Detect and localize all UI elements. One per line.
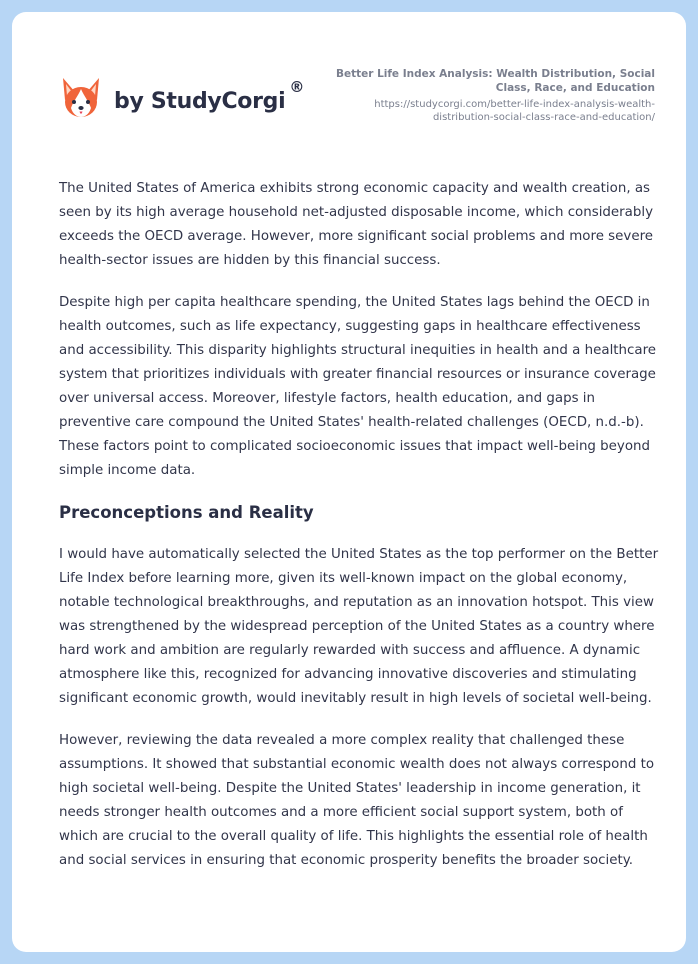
paragraph: I would have automatically selected the United States as the top performer on the Better Life Index before learning more, given its well-known impact on the global economy, notable technological breakthroughs, and reputation as an innovation hotspot. This view was strengthened by the widespread perception of the United States as a country where hard work and ambition are regularly rewarded with success and affluence. A dynamic atmosphere like this, recognized for advancing innovative discoveries and stimulating significant economic growth, would inevitably result in high levels of societal well-being. — [59, 547, 659, 706]
registered-mark: ® — [289, 78, 305, 96]
document-page — [12, 12, 686, 952]
corgi-logo-icon — [60, 76, 102, 122]
document-url[interactable]: https://studycorgi.com/better-life-index-analysis-wealth-distribution-social-class-race-and-education/ — [374, 99, 655, 123]
paragraph: Despite high per capita healthcare spending, the United States lags behind the OECD in health outcomes, such as life expectancy, suggesting gaps in healthcare effectiveness and accessibility. This disparity highlights structural inequities in health and a healthcare system that prioritizes individuals with greater financial resources or insurance coverage over universal access. Moreover, lifestyle factors, health education, and gaps in preventive care compound the United States' health-related challenges (OECD, n.d.-b). These factors point to complicated socioeconomic issues that impact well-being beyond simple income data. — [59, 295, 657, 478]
document-title: Better Life Index Analysis: Wealth Distribution, Social Class, Race, and Education — [335, 68, 655, 94]
page-header — [12, 12, 686, 152]
section-heading: Preconceptions and Reality — [59, 503, 314, 522]
studycorgi-logo[interactable] — [60, 76, 304, 122]
paragraph: The United States of America exhibits strong economic capacity and wealth creation, as seen by its high average household net-adjusted disposable income, which considerably exceeds the OECD average. However, more significant social problems and more severe health-sector issues are hidden by this financial success. — [59, 181, 654, 268]
document-body — [59, 177, 659, 891]
logo-text: by StudyCorgi — [114, 88, 286, 114]
document-meta — [325, 67, 655, 124]
paragraph: However, reviewing the data revealed a more complex reality that challenged these assumptions. It showed that substantial economic wealth does not always correspond to high societal well-being. Despite the United States' leadership in income generation, it needs stronger health outcomes and a more efficient social support system, both of which are crucial to the overall quality of life. This highlights the essential role of health and social services in ensuring that economic prosperity benefits the broader society. — [59, 733, 655, 868]
